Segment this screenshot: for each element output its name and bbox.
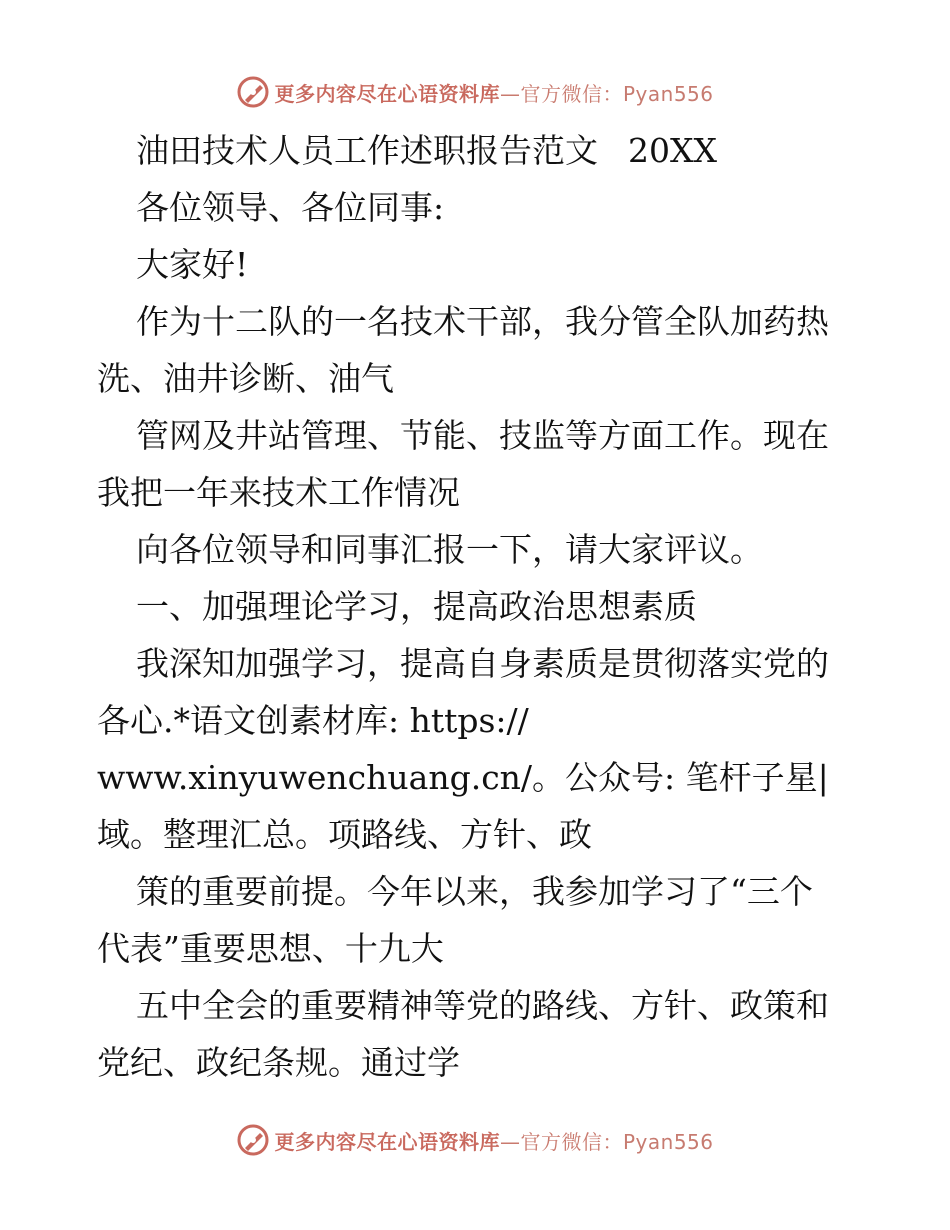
footer-watermark	[0, 1120, 950, 1160]
watermark-main-text: 更多内容尽在心语资料库	[274, 81, 500, 106]
document-title-text: 油田技术人员工作述职报告范文	[136, 131, 598, 170]
watermark-dash: —	[499, 81, 521, 106]
paragraph-line: 策的重要前提。今年以来，我参加学习了“三个	[136, 872, 813, 911]
paragraph-line: 洗、油井诊断、油气	[97, 359, 394, 398]
paragraph-line: 作为十二队的一名技术干部，我分管全队加药热	[136, 302, 829, 341]
watermark-wechat-id: Pyan556	[622, 1129, 714, 1154]
paragraph-line: 管网及井站管理、节能、技监等方面工作。现在	[136, 416, 829, 455]
watermark-sub-text: 官方微信：	[520, 1129, 623, 1154]
paragraph-line: 我把一年来技术工作情况	[97, 473, 460, 512]
paragraph-line: 向各位领导和同事汇报一下，请大家评议。	[136, 530, 763, 569]
paragraph-line: 五中全会的重要精神等党的路线、方针、政策和	[136, 986, 829, 1025]
paragraph-line: 各心.*语文创素材库: https://	[97, 701, 529, 740]
document-title-year: 20XX	[628, 131, 717, 170]
section-heading: 一、加强理论学习，提高政治思想素质	[136, 587, 697, 626]
paragraph-line: 代表”重要思想、十九大	[97, 929, 444, 968]
pen-logo-icon	[236, 75, 270, 109]
pen-logo-icon	[236, 1123, 270, 1157]
watermark-main-text: 更多内容尽在心语资料库	[274, 1129, 500, 1154]
paragraph-line: www.xinyuwenchuang.cn/。公众号: 笔杆子星|	[97, 758, 829, 797]
watermark-dash: —	[499, 1129, 521, 1154]
paragraph-line: 党纪、政纪条规。通过学	[97, 1043, 460, 1082]
document-body	[97, 122, 857, 1091]
paragraph-line: 各位领导、各位同事:	[136, 188, 445, 227]
paragraph-line: 域。整理汇总。项路线、方针、政	[97, 815, 592, 854]
watermark-sub-text: 官方微信：	[520, 81, 623, 106]
document-title	[97, 122, 857, 179]
paragraph-line: 大家好!	[136, 245, 249, 284]
header-watermark	[0, 72, 950, 112]
watermark-wechat-id: Pyan556	[622, 81, 714, 106]
paragraph-line: 我深知加强学习，提高自身素质是贯彻落实党的	[136, 644, 829, 683]
